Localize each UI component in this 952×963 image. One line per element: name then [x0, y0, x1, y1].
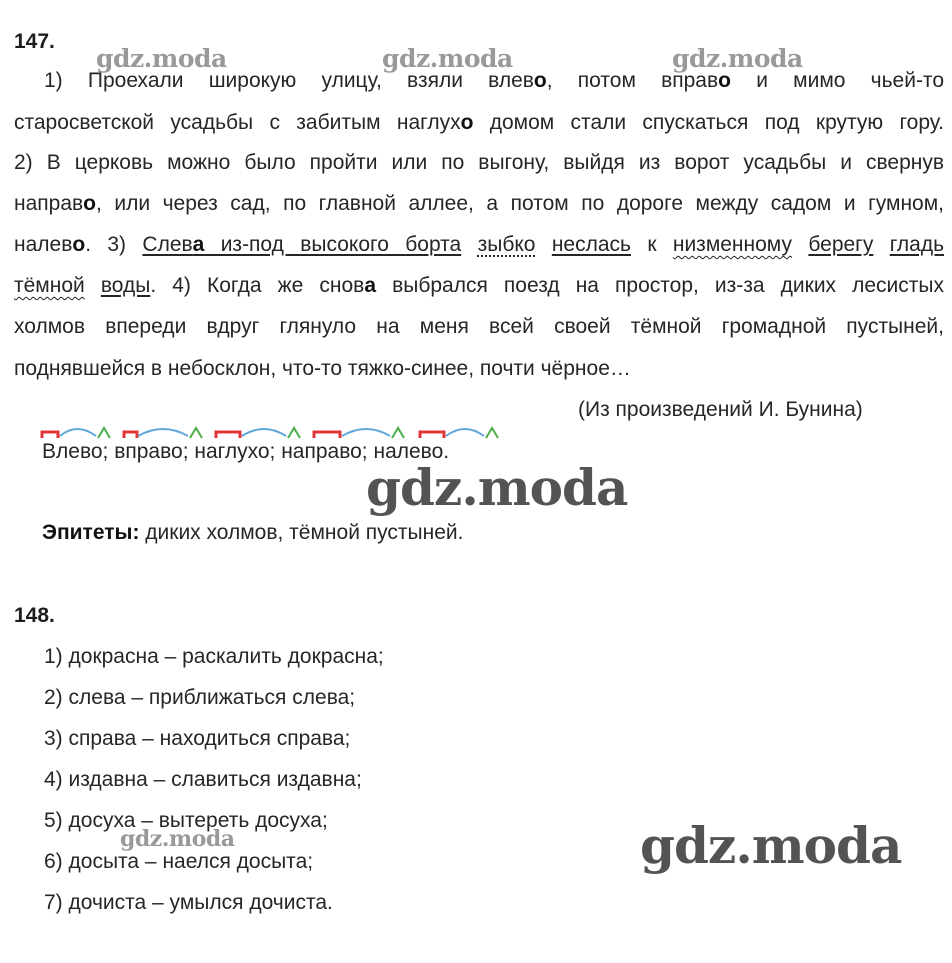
- epithets-line: Эпитеты: диких холмов, тёмной пустыней.: [42, 521, 464, 544]
- root-arc: [242, 429, 286, 436]
- text-line-7: холмов впереди вдруг глянуло на меня всей своей тёмной громадной пустыней,: [14, 315, 944, 338]
- text-line-2: старосветской усадьбы с забитым наглухо домом стали спускаться под крутую гору.: [14, 111, 944, 134]
- suffix-mark: [486, 428, 498, 438]
- watermark-bottom-small: gdz.moda: [120, 826, 235, 852]
- watermark-bottom-big: gdz.moda: [640, 816, 902, 875]
- text-line-6: тёмной воды. 4) Когда же снова выбрался поезд на простор, из-за диких лесистых: [14, 274, 944, 297]
- root-arc: [446, 429, 484, 436]
- list-item: 5) досуха – вытереть досуха;: [44, 809, 328, 832]
- watermark-top-1: gdz.moda: [96, 44, 227, 73]
- text-line-1: 1) Проехали широкую улицу, взяли влево, потом вправо и мимо чьей-то: [44, 69, 944, 92]
- suffix-mark: [98, 428, 110, 438]
- prefix-mark: [124, 432, 137, 438]
- root-arc: [342, 429, 390, 436]
- text-line-4: направо, или через сад, по главной аллее, а потом по дороге между садом и гумном,: [14, 192, 944, 215]
- underlined-subject: гладь: [889, 233, 945, 256]
- list-item: 3) справа – находиться справа;: [44, 727, 351, 750]
- watermark-top-3: gdz.moda: [672, 44, 803, 73]
- text-line-3: 2) В церковь можно было пройти или по выгону, выйдя из ворот усадьбы и свернув: [14, 151, 944, 174]
- root-arc: [138, 429, 188, 436]
- suffix-mark: [392, 428, 404, 438]
- text-line-5: налево. 3) Слева из-под высокого борта зыбко неслась к низменному берегу гладь: [14, 233, 945, 256]
- prefix-mark: [42, 432, 58, 438]
- prefix-mark: [216, 432, 240, 438]
- watermark-top-2: gdz.moda: [382, 44, 513, 73]
- source-citation: (Из произведений И. Бунина): [578, 398, 863, 421]
- list-item: 6) досыта – наелся досыта;: [44, 850, 314, 873]
- list-item: 7) дочиста – умылся дочиста.: [44, 891, 333, 914]
- epithets-label: Эпитеты:: [42, 521, 140, 544]
- wavy-underlined-attribute: тёмной: [14, 274, 85, 297]
- underlined-attribute: низменному: [672, 233, 792, 256]
- suffix-mark: [288, 428, 300, 438]
- exercise-number-148: 148.: [14, 604, 55, 627]
- underlined-adverb: зыбко: [477, 233, 536, 256]
- list-item: 2) слева – приближаться слева;: [44, 686, 356, 709]
- prefix-mark: [314, 432, 340, 438]
- morphemic-analysis-line: Влево; вправо; наглухо; направо; налево.: [42, 440, 450, 463]
- list-item: 4) издавна – славиться издавна;: [44, 768, 362, 791]
- watermark-middle: gdz.moda: [366, 458, 628, 517]
- suffix-mark: [190, 428, 202, 438]
- underlined-adverbial-phrase: из-под высокого: [204, 233, 406, 256]
- list-item: 1) докрасна – раскалить докрасна;: [44, 645, 384, 668]
- underlined-predicate: неслась: [551, 233, 631, 256]
- exercise-number-147: 147.: [14, 30, 55, 53]
- underlined-object: берегу: [808, 233, 874, 256]
- root-arc: [60, 429, 96, 436]
- prefix-mark: [420, 432, 444, 438]
- text-line-8: поднявшейся в небосклон, что-то тяжко-синее, почти чёрное…: [14, 357, 631, 380]
